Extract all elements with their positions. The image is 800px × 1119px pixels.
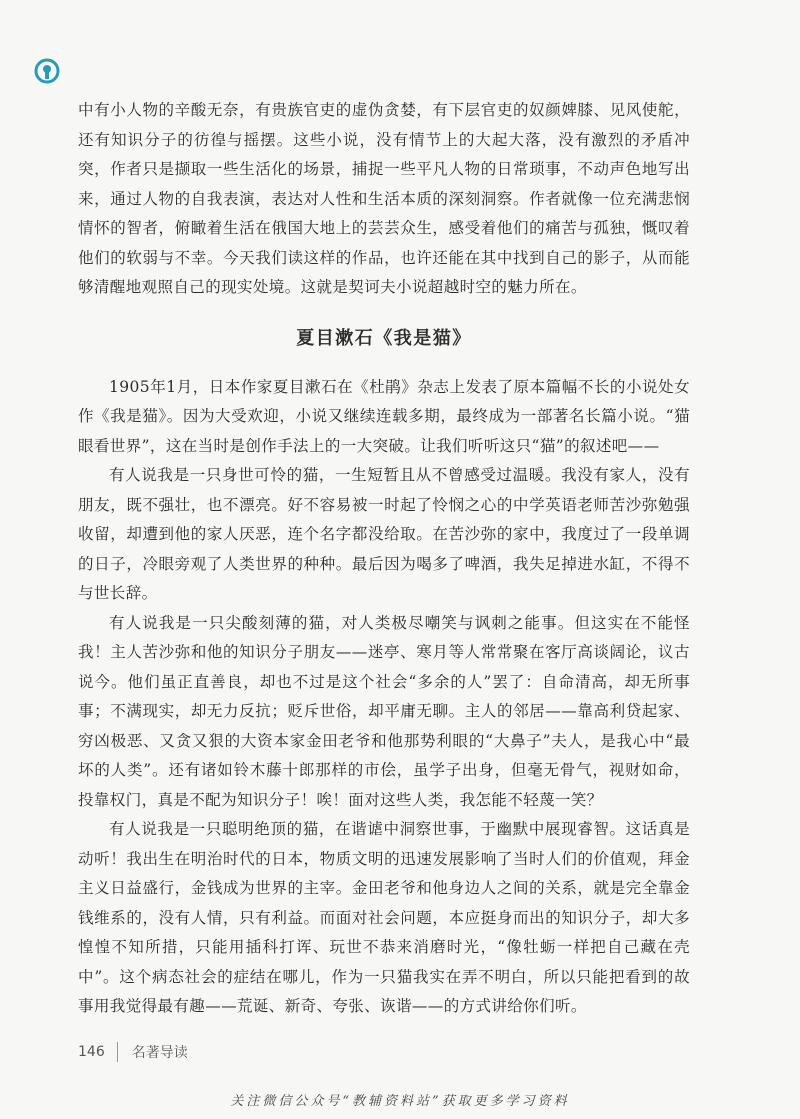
body-paragraph-2: 有人说我是一只身世可怜的猫，一生短暂且从不曾感受过温暖。我没有家人，没有朋友，既不强壮，也不漂亮。好不容易被一时起了怜悯之心的中学英语老师苦沙弥勉强收留，却遭到他的家人厌恶，连个名字都没给取。在苦沙弥的家中，我度过了一段单调的日子，冷眼旁观了人类世界的种种。最后因为喝多了啤酒，我失足掉进水缸，不得不与世长辞。 [78, 466, 690, 602]
page-footer [78, 1042, 188, 1062]
intro-paragraph: 中有小人物的辛酸无奈，有贵族官吏的虚伪贪婪，有下层官吏的奴颜婢膝、见风使舵，还有知识分子的彷徨与摇摆。这些小说，没有情节上的大起大落，没有激烈的矛盾冲突，作者只是撷取一些生活化的场景，捕捉一些平凡人物的日常琐事，不动声色地写出来，通过人物的自我表演，表达对人性和生活本质的深刻洞察。作者就像一位充满悲悯情怀的智者，俯瞰着生活在俄国大地上的芸芸众生，感受着他们的痛苦与孤独，慨叹着他们的软弱与不幸。今天我们读这样的作品，也许还能在其中找到自己的影子，从而能够清醒地观照自己的现实处境。这就是契诃夫小说超越时空的魅力所在。 [78, 101, 690, 296]
page-body [78, 96, 690, 1022]
page-number: 146 [78, 1044, 105, 1060]
book-title: 名著导读 [131, 1045, 188, 1061]
body-paragraph-1: 1905年1月，日本作家夏目漱石在《杜鹃》杂志上发表了原本篇幅不长的小说处女作《我是猫》。因为大受欢迎，小说又继续连载多期，最终成为一部著名长篇小说。“猫眼看世界”，这在当时是创作手法上的一大突破。让我们听听这只“猫”的叙述吧—— [78, 377, 690, 455]
circular-emblem-icon [34, 58, 60, 84]
body-paragraph-4: 有人说我是一只聪明绝顶的猫，在谐谑中洞察世事，于幽默中展现睿智。这话真是动听！我出生在明治时代的日本，物质文明的迅速发展影响了当时人们的价值观，拜金主义日益盛行，金钱成为世界的主宰。金田老爷和他身边人之间的关系，就是完全靠金钱维系的，没有人情，只有利益。而面对社会问题，本应挺身而出的知识分子，却大多惶惶不知所措，只能用插科打诨、玩世不恭来消磨时光，“像牡蛎一样把自己藏在壳中”。这个病态社会的症结在哪儿，作为一只猫我实在弄不明白，所以只能把看到的故事用我觉得最有趣——荒诞、新奇、夸张、诙谐——的方式讲给你们听。 [78, 820, 690, 1015]
footer-divider [117, 1042, 118, 1062]
body-paragraph-3: 有人说我是一只尖酸刻薄的猫，对人类极尽嘲笑与讽刺之能事。但这实在不能怪我！主人苦沙弥和他的知识分子朋友——迷亭、寒月等人常常聚在客厅高谈阔论，议古说今。他们虽正直善良，却也不过是这个社会“多余的人”罢了：自命清高，却无所事事；不满现实，却无力反抗；贬斥世俗，却平庸无聊。主人的邻居——靠高利贷起家、穷凶极恶、又贪又狠的大资本家金田老爷和他那势利眼的“大鼻子”夫人，是我心中“最坏的人类”。还有诸如铃木藤十郎那样的市侩，虽学子出身，但毫无骨气，视财如命，投靠权门，真是不配为知识分子！唉！面对这些人类，我怎能不轻蔑一笑？ [78, 613, 690, 809]
section-title: 夏目漱石《我是猫》 [296, 327, 472, 349]
watermark-text: 关注微信公众号“教辅资料站”获取更多学习资料 [230, 1094, 570, 1109]
